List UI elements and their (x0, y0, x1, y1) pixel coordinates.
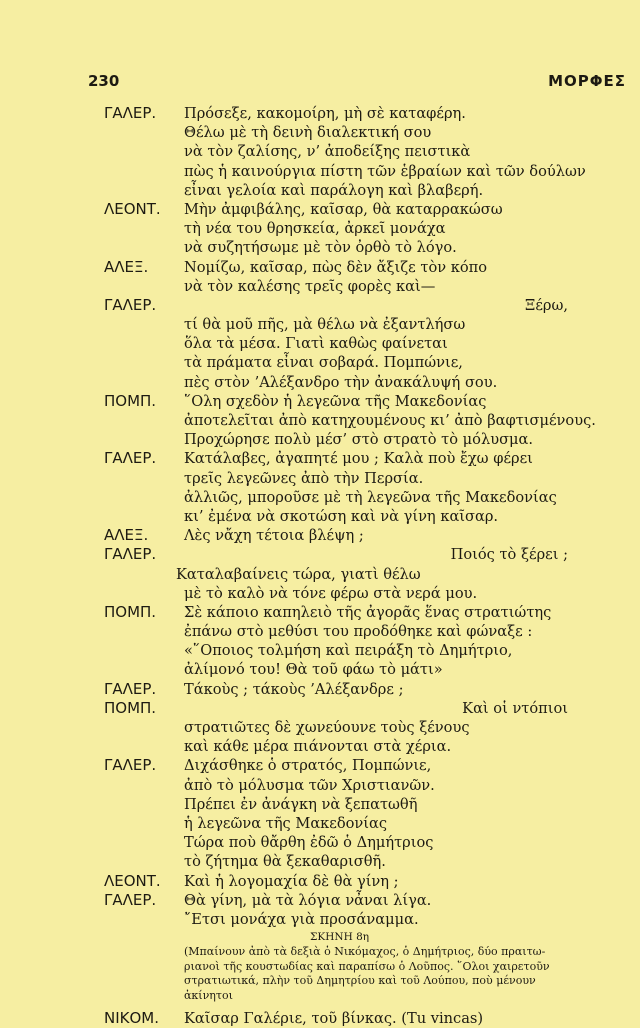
dialogue-line (0, 469, 640, 488)
dialogue-line (0, 526, 640, 545)
line-text: Καὶ ἡ λογομαχία δὲ θὰ γίνη ; (184, 872, 399, 890)
dialogue-line (0, 584, 640, 603)
stage-direction-text: στρατιωτικά, πλὴν τοῦ Δημητρίου καὶ τοῦ Λούπου, ποὺ μένουν (184, 974, 536, 988)
line-text: νὰ τὸν ζαλίσης, ν’ ἀποδείξης πειστικὰ (184, 143, 471, 161)
line-text: καὶ κάθε μέρα πιάνονται στὰ χέρια. (184, 738, 452, 756)
line-text: νὰ συζητήσωμε μὲ τὸν ὀρθὸ τὸ λόγο. (184, 239, 457, 257)
dialogue-line (0, 315, 640, 334)
line-text: ἀλλιῶς, μποροῦσε μὲ τὴ λεγεῶνα τῆς Μακεδονίας (184, 488, 557, 506)
dialogue-line (0, 162, 640, 181)
dialogue-line (0, 565, 640, 584)
line-text: Θέλω μὲ τὴ δεινὴ διαλεκτική σου (184, 124, 432, 142)
line-text: τί θὰ μοῦ πῆς, μὰ θέλω νὰ ἐξαντλήσω (184, 316, 466, 334)
speaker-name: ΛΕΟΝΤ. (104, 199, 161, 218)
speaker-name: ΓΑΛΕΡ. (104, 104, 157, 122)
line-text: Λὲς νἄχη τέτοια βλέψη ; (184, 527, 364, 545)
line-text: ῞Ολη σχεδὸν ἡ λεγεῶνα τῆς Μακεδονίας (184, 392, 487, 410)
speaker-name: ΓΑΛΕΡ. (104, 545, 157, 564)
dialogue-line (0, 277, 640, 296)
dialogue-line (0, 181, 640, 200)
dialogue-line (0, 488, 640, 507)
scene-heading-text: ΣΚΗΝΗ 8η (310, 931, 370, 944)
stage-direction-text: (Μπαίνουν ἀπὸ τὰ δεξιὰ ὁ Νικόμαχος, ὁ Δημήτριος, δύο πραιτω- (184, 945, 546, 959)
line-text: Ξέρω, (525, 296, 568, 314)
dialogue-line (0, 353, 640, 372)
dialogue-line (0, 1009, 640, 1028)
dialogue-line (0, 296, 640, 315)
line-text: ῎Ετσι μονάχα γιὰ προσάναμμα. (184, 910, 419, 928)
line-text: ἀποτελεῖται ἀπὸ κατηχουμένους κι’ ἀπὸ βαφτισμένους. (184, 412, 596, 429)
dialogue-line (0, 776, 640, 795)
line-text: Καῖσαρ Γαλέριε, τοῦ βίνκας. (Tu vincas) (184, 1010, 484, 1028)
line-text: Ποιός τὸ ξέρει ; (450, 546, 568, 564)
speaker-name: ΓΑΛΕΡ. (104, 679, 157, 698)
dialogue-line (0, 718, 640, 737)
dialogue-line (0, 603, 640, 622)
dialogue-line (0, 545, 640, 564)
line-text: κι’ ἐμένα νὰ σκοτώση καὶ νὰ γίνη καῖσαρ. (184, 507, 499, 525)
line-text: ὅλα τὰ μέσα. Γιατὶ καθὼς φαίνεται (184, 335, 448, 353)
dialogue-line (0, 814, 640, 833)
dialogue-line (0, 680, 640, 699)
line-text: ἀλίμονό του! Θὰ τοῦ φάω τὸ μάτι» (184, 661, 443, 679)
dialogue-line (0, 334, 640, 353)
dialogue-line (0, 507, 640, 526)
dialogue-line (0, 123, 640, 142)
speaker-name: ΛΕΟΝΤ. (104, 871, 161, 890)
line-text: Σὲ κάποιο καπηλειὸ τῆς ἀγορᾶς ἕνας στρατιώτης (184, 603, 552, 621)
dialogue-line (0, 104, 640, 123)
dialogue-line (0, 891, 640, 910)
line-text: Νομίζω, καῖσαρ, πὼς δὲν ἄξιζε τὸν κόπο (184, 258, 488, 276)
line-text: Καταλαβαίνεις τώρα, γιατὶ θέλω (176, 565, 421, 583)
line-text: Τάκοὺς ; τάκοὺς ’Αλέξανδρε ; (184, 680, 404, 698)
dialogue-line (0, 238, 640, 257)
line-text: Μὴν ἀμφιβάλης, καῖσαρ, θὰ καταρρακώσω (184, 200, 503, 218)
dialogue-line (0, 852, 640, 871)
line-text: Διχάσθηκε ὁ στρατός, Πομπώνιε, (184, 757, 432, 775)
line-text: τρεῖς λεγεῶνες ἀπὸ τὴν Περσία. (184, 469, 424, 487)
speaker-name: ΠΟΜΠ. (104, 602, 157, 621)
scene-heading (0, 929, 640, 945)
speaker-name: ΓΑΛΕΡ. (104, 890, 157, 909)
speaker-name: ΓΑΛΕΡ. (104, 756, 157, 775)
line-text: τὴ νέα του θρησκεία, ἀρκεῖ μονάχα (184, 220, 446, 238)
dialogue-line (0, 219, 640, 238)
play-text (0, 104, 640, 1028)
line-text: Πρόσεξε, κακομοίρη, μὴ σὲ καταφέρη. (184, 105, 466, 122)
dialogue-line (0, 392, 640, 411)
line-text: Προχώρησε πολὺ μέσ’ στὸ στρατὸ τὸ μόλυσμα. (184, 431, 534, 449)
dialogue-line (0, 699, 640, 718)
line-text: ἀπὸ τὸ μόλυσμα τῶν Χριστιανῶν. (184, 776, 435, 794)
dialogue-line (0, 795, 640, 814)
line-text: ἐπάνω στὸ μεθύσι του προδόθηκε καὶ φώναξε : (184, 623, 533, 641)
dialogue-line (0, 373, 640, 392)
line-text: «῞Οποιος τολμήση καὶ πειράξη τὸ Δημήτριο, (184, 642, 513, 660)
dialogue-line (0, 258, 640, 277)
line-text: Κατάλαβες, ἀγαπητέ μου ; Καλὰ ποὺ ἔχω φέρει (184, 450, 533, 468)
dialogue-line (0, 641, 640, 660)
line-text: τὸ ζήτημα θὰ ξεκαθαρισθῆ. (184, 853, 386, 871)
stage-direction-line (0, 989, 640, 1004)
speaker-name: ΑΛΕΞ. (104, 257, 149, 276)
line-text: πὼς ἡ καινούργια πίστη τῶν ἑβραίων καὶ τῶν δούλων (184, 162, 586, 180)
line-text: εἶναι γελοία καὶ παράλογη καὶ βλαβερή. (184, 181, 484, 199)
dialogue-line (0, 737, 640, 756)
line-text: νὰ τὸν καλέσης τρεῖς φορὲς καὶ— (184, 277, 436, 295)
speaker-name: ΝΙΚΟΜ. (104, 1009, 159, 1028)
stage-direction-text: ἀκίνητοι (184, 988, 233, 1002)
line-text: Θὰ γίνη, μὰ τὰ λόγια νἆναι λίγα. (184, 891, 432, 909)
line-text: Τώρα ποὺ θἄρθη ἐδῶ ὁ Δημήτριος (184, 834, 434, 852)
dialogue-line (0, 910, 640, 929)
dialogue-line (0, 660, 640, 679)
dialogue-line (0, 833, 640, 852)
dialogue-line (0, 142, 640, 161)
stage-direction-line (0, 960, 640, 975)
speaker-name: ΑΛΕΞ. (104, 526, 149, 545)
line-text: Πρέπει ἐν ἀνάγκη νὰ ξεπατωθῆ (184, 795, 418, 813)
dialogue-line (0, 622, 640, 641)
dialogue-line (0, 872, 640, 891)
line-text: μὲ τὸ καλὸ νὰ τόνε φέρω στὰ νερά μου. (184, 584, 478, 602)
stage-direction-text: ριανοὶ τῆς κουστωδίας καὶ παραπίσω ὁ Λοῦπος. ῞Ολοι χαιρετοῦν (184, 959, 550, 973)
page-number: 230 (88, 72, 120, 90)
dialogue-line (0, 200, 640, 219)
stage-direction-line (0, 974, 640, 989)
line-text: ἡ λεγεῶνα τῆς Μακεδονίας (184, 814, 388, 832)
line-text: πὲς στὸν ’Αλέξανδρο τὴν ἀνακάλυψή σου. (184, 373, 498, 391)
dialogue-line (0, 430, 640, 449)
line-text: τὰ πράματα εἶναι σοβαρά. Πομπώνιε, (184, 354, 463, 372)
speaker-name: ΠΟΜΠ. (104, 391, 157, 410)
speaker-name: ΓΑΛΕΡ. (104, 449, 157, 468)
page-header (88, 72, 626, 94)
stage-direction-line (0, 945, 640, 960)
speaker-name: ΓΑΛΕΡ. (104, 295, 157, 314)
line-text: Καὶ οἱ ντόπιοι (462, 699, 568, 717)
speaker-name: ΠΟΜΠ. (104, 698, 157, 717)
running-title: ΜΟΡΦΕΣ (548, 72, 626, 90)
dialogue-line (0, 756, 640, 775)
line-text: στρατιῶτες δὲ χωνεύουνε τοὺς ξένους (184, 719, 470, 736)
dialogue-line (0, 449, 640, 468)
dialogue-line (0, 411, 640, 430)
